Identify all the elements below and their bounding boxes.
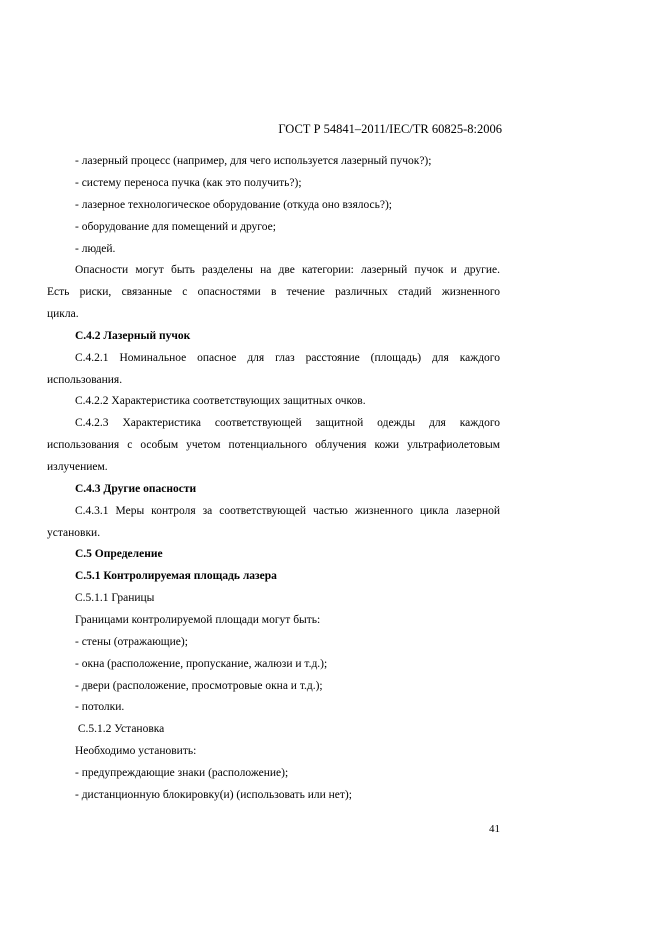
paragraph-line: Границами контролируемой площади могут быть: [75,614,321,626]
subsection-title: С.5.1.1 Границы [75,592,155,604]
paragraph-line: использования с особым учетом потенциального облучения кожи ультрафиолетовым [47,439,500,451]
paragraph-line: использования. [47,374,123,386]
paragraph-line: установки. [47,527,101,539]
paragraph-line: С.4.2.3 Характеристика соответствующей защитной одежды для каждого [75,417,500,429]
paragraph-line: цикла. [47,308,79,320]
subsection-title: С.5.1.2 Установка [75,723,165,735]
list-item: - двери (расположение, просмотровые окна и т.д.); [75,680,323,692]
list-item: - систему переноса пучка (как это получить?); [75,177,302,189]
paragraph-line: С.4.2.1 Номинальное опасное для глаз расстояние (площадь) для каждого [75,352,500,364]
paragraph-line: Необходимо установить: [75,745,197,757]
list-item: - окна (расположение, пропускание, жалюзи и т.д.); [75,658,328,670]
document-header: ГОСТ Р 54841–2011/IEC/TR 60825-8:2006 [278,122,502,136]
list-item: - людей. [75,243,116,255]
list-item: - оборудование для помещений и другое; [75,221,276,233]
list-item: - лазерное технологическое оборудование (откуда оно взялось?); [75,199,392,211]
list-item: - лазерный процесс (например, для чего используется лазерный пучок?); [75,155,432,167]
list-item: - дистанционную блокировку(и) (использовать или нет); [75,789,352,801]
paragraph-line: излучением. [47,461,108,473]
page-number: 41 [489,823,500,835]
section-heading: С.4.3 Другие опасности [75,483,197,495]
list-item: - стены (отражающие); [75,636,188,648]
section-heading: С.5 Определение [75,548,163,560]
paragraph-line: Опасности могут быть разделены на две категории: лазерный пучок и другие. [75,264,500,276]
paragraph-line: С.4.2.2 Характеристика соответствующих защитных очков. [75,395,366,407]
list-item: - потолки. [75,701,125,713]
section-heading: С.4.2 Лазерный пучок [75,330,191,342]
section-heading: С.5.1 Контролируемая площадь лазера [75,570,277,582]
paragraph-line: С.4.3.1 Меры контроля за соответствующей частью жизненного цикла лазерной [75,505,500,517]
paragraph-line: Есть риски, связанные с опасностями в течение различных стадий жизненного [47,286,500,298]
list-item: - предупреждающие знаки (расположение); [75,767,289,779]
